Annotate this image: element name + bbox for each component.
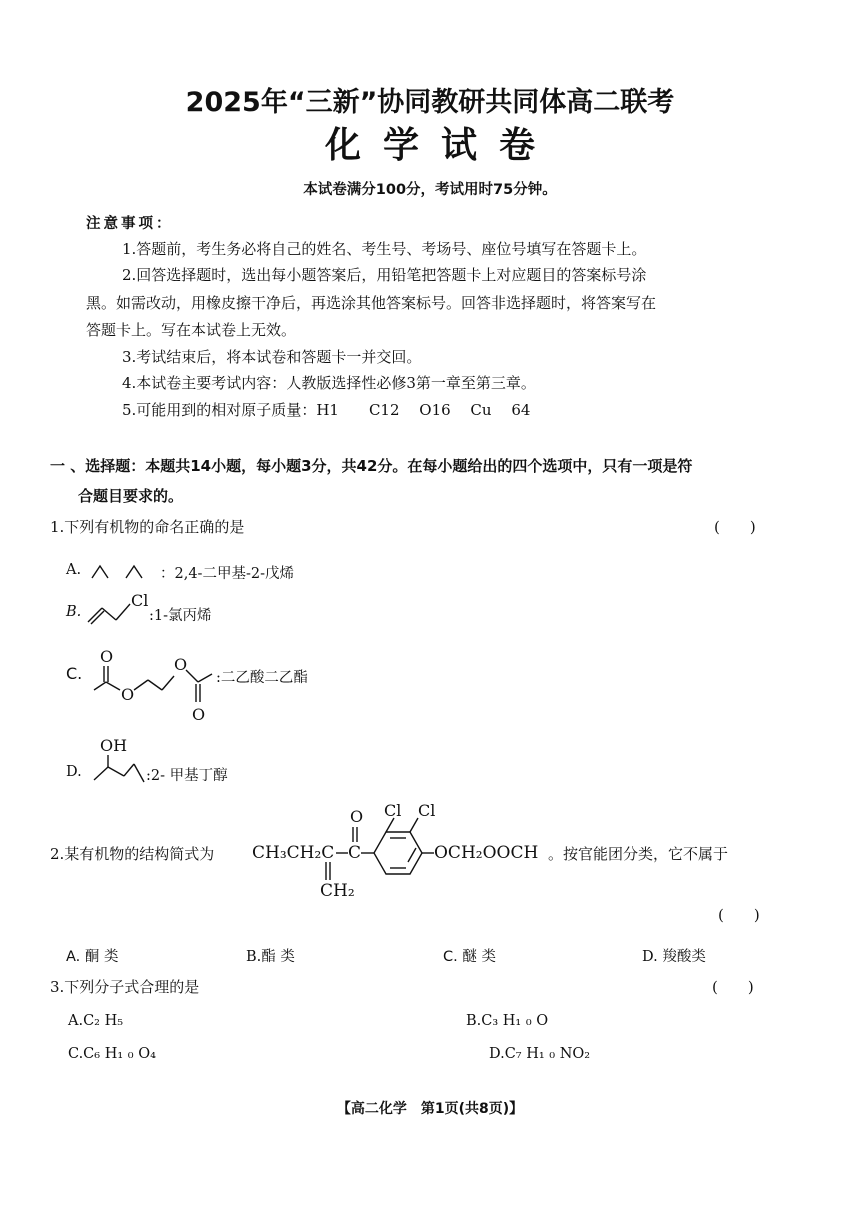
q2-struct-left-chain: CH₃CH₂C xyxy=(252,843,335,863)
q1-c-o-carbonyl-1: O xyxy=(100,647,114,666)
notice-item-2: 2.回答选择题时，选出每小题答案后，用铅笔把答题卡上对应题目的答案标号涂 xyxy=(122,266,647,284)
notice-item-3: 3.考试结束后，将本试卷和答题卡一并交回。 xyxy=(122,348,422,366)
q2-option-c: C. 醚 类 xyxy=(443,949,496,965)
q1-option-a-text: ：2,4-二甲基-2-戊烯 xyxy=(160,566,294,582)
q2-struct-ch2: CH₂ xyxy=(320,881,355,901)
section-heading-cont: 合题目要求的。 xyxy=(78,487,184,505)
q2-struct-cl-1: Cl xyxy=(384,801,402,820)
question-2-answer-bracket: ( ) xyxy=(718,906,760,924)
notice-item-1: 1.答题前，考生务必将自己的姓名、考生号、考场号、座位号填写在答题卡上。 xyxy=(122,240,647,258)
notice-item-2-cont: 黑。如需改动，用橡皮擦干净后，再选涂其他答案标号。回答非选择题时，将答案写在 xyxy=(86,294,657,312)
exam-title: 2025年“三新”协同教研共同体高二联考 xyxy=(185,87,675,118)
q2-struct-cl-2: Cl xyxy=(418,801,436,820)
section-heading: 一 、选择题：本题共14小题，每小题3分，共42分。在每小题给出的四个选项中，只有一项是符 xyxy=(50,457,693,475)
page-footer: 【高二化学 第1页(共8页)】 xyxy=(336,1101,524,1117)
q2-struct-carbonyl-o: O xyxy=(350,807,364,826)
q3-option-d: D.C₇ H₁ ₀ NO₂ xyxy=(489,1046,591,1062)
notice-item-2-cont2: 答题卡上。写在本试卷上无效。 xyxy=(86,321,297,339)
q2-option-d: D. 羧酸类 xyxy=(642,949,706,965)
q2-option-a: A. 酮 类 xyxy=(66,949,119,965)
q2-option-b: B.酯 类 xyxy=(246,949,295,965)
notice-heading: 注意事项： xyxy=(86,216,174,232)
q1-b-cl-atom: Cl xyxy=(131,591,149,610)
q1-option-c-structure xyxy=(90,640,220,726)
q1-option-d-text: :2- 甲基丁醇 xyxy=(146,768,228,784)
subject-title: 化学试卷 xyxy=(324,125,557,166)
notice-item-5: 5.可能用到的相对原子质量：H1 C12 O16 Cu 64 xyxy=(122,401,531,419)
question-2-stem-suffix: 。按官能团分类，它不属于 xyxy=(548,845,729,863)
q1-option-b-structure xyxy=(86,590,156,626)
question-1-stem: 1.下列有机物的命名正确的是 xyxy=(50,518,245,536)
q1-option-d-label: D. xyxy=(66,764,82,780)
q1-option-c-label: C. xyxy=(66,664,83,683)
q1-option-b-text: :1-氯丙烯 xyxy=(149,608,212,624)
q3-option-b: B.C₃ H₁ ₀ O xyxy=(466,1013,549,1029)
q3-option-c: C.C₆ H₁ ₀ O₄ xyxy=(68,1046,156,1062)
question-3-answer-bracket: ( ) xyxy=(712,978,754,996)
q3-option-a: A.C₂ H₅ xyxy=(68,1013,124,1029)
exam-meta: 本试卷满分100分，考试用时75分钟。 xyxy=(303,182,557,198)
q1-option-d-structure xyxy=(92,734,152,786)
q1-d-oh-group: OH xyxy=(100,736,128,755)
q1-option-c-text: :二乙酸二乙酯 xyxy=(216,670,308,686)
q1-option-a-structure xyxy=(90,560,160,582)
notice-item-4: 4.本试卷主要考试内容：人教版选择性必修3第一章至第三章。 xyxy=(122,374,536,392)
q2-struct-carbonyl-c: C xyxy=(348,843,362,863)
question-3-stem: 3.下列分子式合理的是 xyxy=(50,978,200,996)
q2-struct-right-chain: OCH₂OOCH xyxy=(434,843,539,863)
question-1-answer-bracket: ( ) xyxy=(714,518,756,536)
q1-option-b-label: B. xyxy=(66,604,82,620)
q1-option-a-label: A. xyxy=(66,562,82,578)
q1-c-o-carbonyl-2: O xyxy=(192,705,206,724)
q1-c-o-ester-2: O xyxy=(174,655,188,674)
question-2-stem-prefix: 2.某有机物的结构简式为 xyxy=(50,845,215,863)
q1-c-o-ester-1: O xyxy=(121,685,135,704)
q2-structure xyxy=(248,796,548,902)
